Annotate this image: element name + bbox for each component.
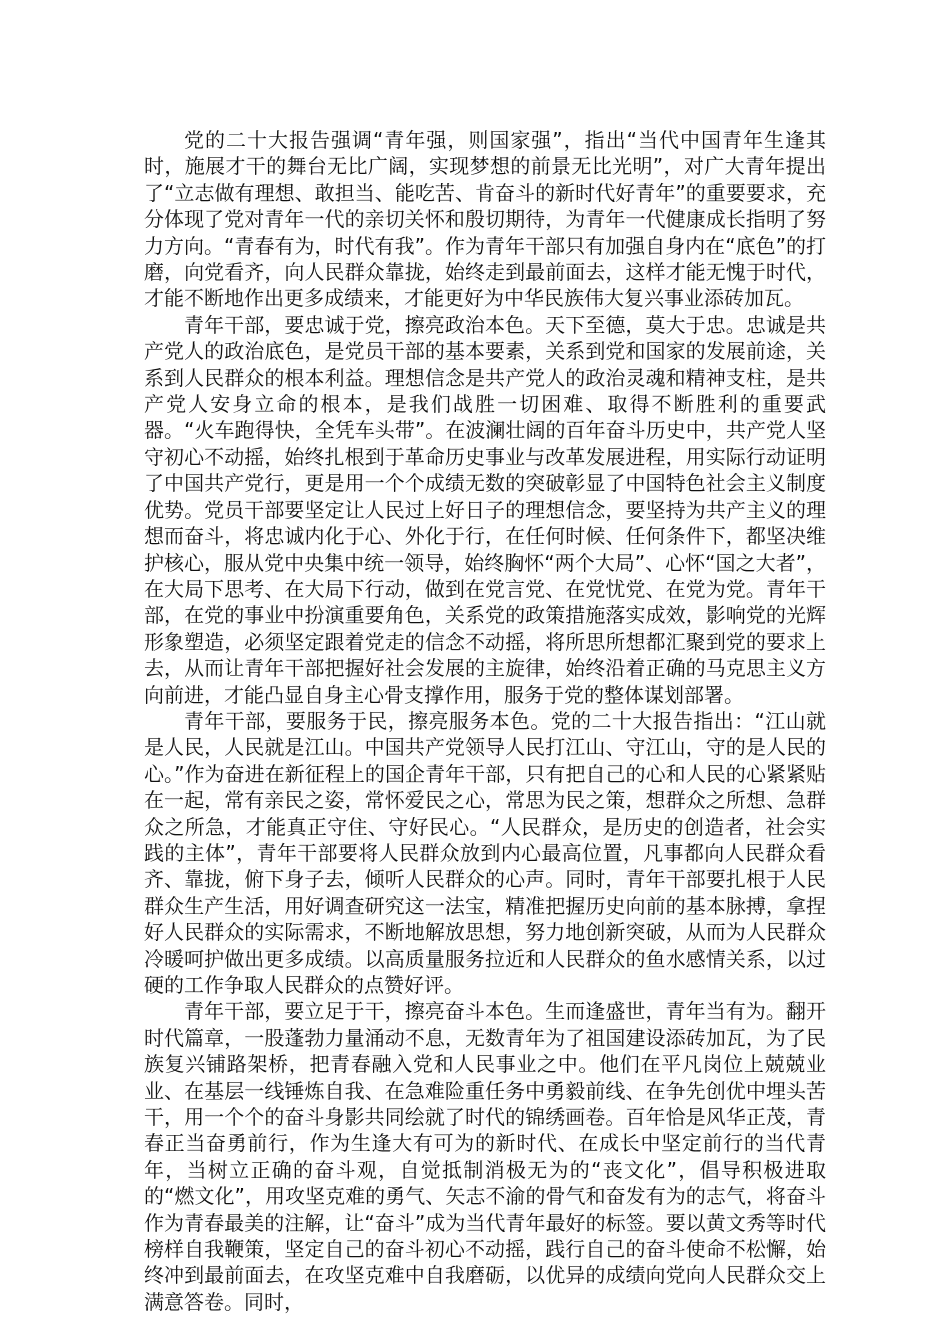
paragraph-struggle: 青年干部，要立足于干，擦亮奋斗本色。生而逢盛世，青年当有为。翻开时代篇章，一股蓬勃力量涌动不息，无数青年为了祖国建设添砖加瓦，为了民族复兴铺路架桥，把青春融入党和人民事业之中。他们在平凡岗位上兢兢业业、在基层一线锤炼自我、在急难险重任务中勇毅前线、在争先创优中埋头苦干，用一个个的奋斗身影共同绘就了时代的锦绣画卷。百年恰是风华正茂，青春正当奋勇前行，作为生逢大有可为的新时代、在成长中坚定前行的当代青年，当树立正确的奋斗观，自觉抵制消极无为的“丧文化”，倡导积极进取的“燃文化”，用攻坚克难的勇气、矢志不渝的骨气和奋发有为的志气，将奋斗作为青春最美的注解，让“奋斗”成为当代青年最好的标签。要以黄文秀等时代榜样自我鞭策，坚定自己的奋斗初心不动摇，践行自己的奋斗使命不松懈，始终冲到最前面去，在攻坚克难中自我磨砺，以优异的成绩向党向人民群众交上满意答卷。同时，	[144, 999, 826, 1314]
paragraph-service: 青年干部，要服务于民，擦亮服务本色。党的二十大报告指出：“江山就是人民，人民就是江山。中国共产党领导人民打江山、守江山，守的是人民的心。”作为奋进在新征程上的国企青年干部，只有把自己的心和人民的心紧紧贴在一起，常有亲民之姿，常怀爱民之心，常思为民之策，想群众之所想、急群众之所急，才能真正守住、守好民心。“人民群众，是历史的创造者，社会实践的主体”，青年干部要将人民群众放到内心最高位置，凡事都向人民群众看齐、靠拢，俯下身子去，倾听人民群众的心声。同时，青年干部要扎根于人民群众生产生活，用好调查研究这一法宝，精准把握历史向前的基本脉搏，拿捏好人民群众的实际需求，不断地解放思想，努力地创新突破，从而为人民群众冷暖呵护做出更多成绩。以高质量服务拉近和人民群众的鱼水感情关系，以过硬的工作争取人民群众的点赞好评。	[144, 708, 826, 997]
paragraph-intro: 党的二十大报告强调“青年强，则国家强”，指出“当代中国青年生逢其时，施展才干的舞台无比广阔，实现梦想的前景无比光明”，对广大青年提出了“立志做有理想、敢担当、能吃苦、肯奋斗的新时代好青年”的重要要求，充分体现了党对青年一代的亲切关怀和殷切期待，为青年一代健康成长指明了努力方向。“青春有为，时代有我”。作为青年干部只有加强自身内在“底色”的打磨，向党看齐，向人民群众靠拢，始终走到最前面去，这样才能无愧于时代，才能不断地作出更多成绩来，才能更好为中华民族伟大复兴事业添砖加瓦。	[144, 128, 826, 311]
paragraph-loyalty: 青年干部，要忠诚于党，擦亮政治本色。天下至德，莫大于忠。忠诚是共产党人的政治底色，是党员干部的基本要素，关系到党和国家的发展前途，关系到人民群众的根本利益。理想信念是共产党人的政治灵魂和精神支柱，是共产党人安身立命的根本，是我们战胜一切困难、取得不断胜利的重要武器。“火车跑得快，全凭车头带”。在波澜壮阔的百年奋斗历史中，共产党人坚守初心不动摇，始终扎根到于革命历史事业与改革发展进程，用实际行动证明了中国共产党行，更是用一个个成绩无数的突破彰显了中国特色社会主义制度优势。党员干部要坚定让人民过上好日子的理想信念，要坚持为共产主义的理想而奋斗，将忠诚内化于心、外化于行，在任何时候、任何条件下，都坚决维护核心，服从党中央集中统一领导，始终胸怀“两个大局”、心怀“国之大者”，在大局下思考、在大局下行动，做到在党言党、在党忧党、在党为党。青年干部，在党的事业中扮演重要角色，关系党的政策措施落实成效，影响党的光辉形象塑造，必须坚定跟着党走的信念不动摇，将所思所想都汇聚到党的要求上去，从而让青年干部把握好社会发展的主旋律，始终沿着正确的马克思主义方向前进，才能凸显自身主心骨支撑作用，服务于党的整体谋划部署。	[144, 312, 826, 707]
body-text	[144, 127, 826, 1315]
